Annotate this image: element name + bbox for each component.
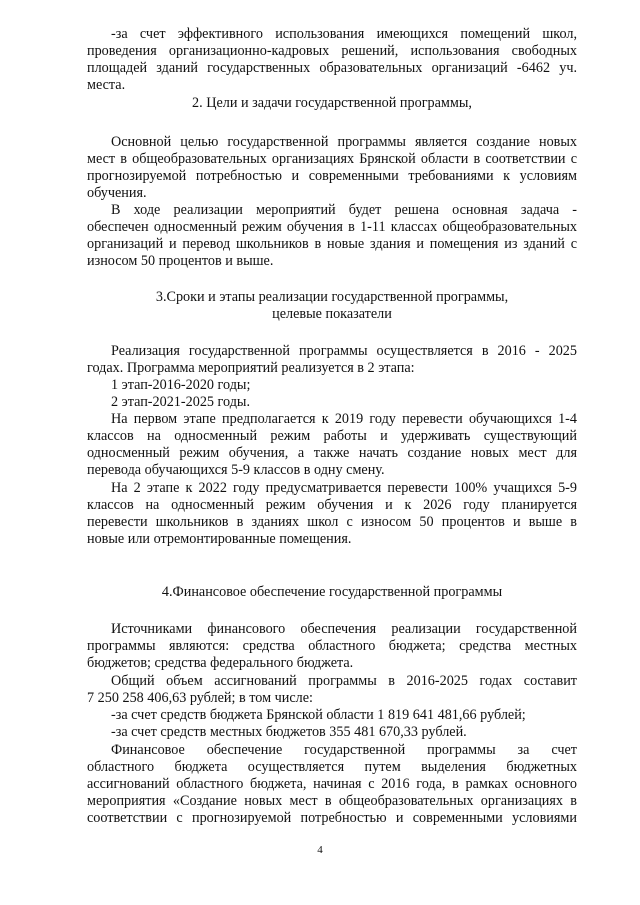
paragraph-line: 7 250 258 406,63 рублей; в том числе: — [87, 690, 313, 706]
paragraph-line: 1 этап-2016-2020 годы; — [111, 377, 251, 393]
paragraph-line: односменный режим обучения, а также начать создание новых мест для — [87, 445, 577, 461]
paragraph-line: обеспечен односменный режим обучения в 1-11 классах общеобразовательных — [87, 219, 577, 235]
paragraph-line: годах. Программа мероприятий реализуется в 2 этапа: — [87, 360, 415, 376]
paragraph-line: места. — [87, 77, 126, 93]
paragraph-line: износом 50 процентов и выше. — [87, 253, 274, 269]
paragraph-line: ассигнований областного бюджета, начиная с 2016 года, в рамках основного — [87, 776, 577, 792]
paragraph-line: прогнозируемой потребностью и современными требованиями к условиям — [87, 168, 577, 184]
section-heading-2: 2. Цели и задачи государственной программы, — [192, 95, 472, 111]
paragraph-line: площадей зданий государственных образовательных организаций -6462 уч. — [87, 60, 577, 76]
paragraph-line: областного бюджета осуществляется путем выделения бюджетных — [87, 759, 577, 775]
paragraph-line: классов на односменный режим обучения и к 2026 году планируется — [87, 497, 577, 513]
section-heading-3: 3.Сроки и этапы реализации государственной программы, — [155, 289, 509, 305]
paragraph-line: бюджетов; средства федерального бюджета. — [87, 655, 354, 671]
paragraph-line: -за счет средств местных бюджетов 355 481 670,33 рублей. — [111, 724, 467, 740]
paragraph-line: новые или отремонтированные помещения. — [87, 531, 352, 547]
paragraph-line: классов на односменный режим работы и удерживать существующий — [87, 428, 577, 444]
paragraph-line: -за счет эффективного использования имеющихся помещений школ, — [111, 26, 577, 42]
paragraph-line: обучения. — [87, 185, 147, 201]
paragraph-line: программы являются: средства областного бюджета; средства местных — [87, 638, 577, 654]
paragraph-line: Финансовое обеспечение государственной программы за счет — [111, 742, 577, 758]
page-number: 4 — [317, 844, 323, 856]
paragraph-line: Общий объем ассигнований программы в 2016-2025 годах составит — [111, 673, 577, 689]
paragraph-line: На 2 этапе к 2022 году предусматривается перевести 100% учащихся 5-9 — [111, 480, 577, 496]
paragraph-line: В ходе реализации мероприятий будет решена основная задача - — [111, 202, 577, 218]
paragraph-line: организаций и перевод школьников в новые здания и помещения из зданий с — [87, 236, 577, 252]
paragraph-line: Основной целью государственной программы является создание новых — [111, 134, 577, 150]
paragraph-line: На первом этапе предполагается к 2019 году перевести обучающихся 1-4 — [111, 411, 577, 427]
paragraph-line: соответствии с прогнозируемой потребностью и современными условиями — [87, 810, 577, 826]
paragraph-line: перевода обучающихся 5-9 классов в одну смену. — [87, 462, 385, 478]
paragraph-line: мероприятия «Создание новых мест в общеобразовательных организациях в — [87, 793, 577, 809]
paragraph-line: мест в общеобразовательных организациях Брянской области в соответствии с — [87, 151, 577, 167]
paragraph-line: 2 этап-2021-2025 годы. — [111, 394, 250, 410]
paragraph-line: Реализация государственной программы осуществляется в 2016 - 2025 — [111, 343, 577, 359]
paragraph-line: перевести школьников в зданиях школ с износом 50 процентов и выше в — [87, 514, 577, 530]
section-heading-3-subtitle: целевые показатели — [272, 306, 392, 322]
paragraph-line: Источниками финансового обеспечения реализации государственной — [111, 621, 577, 637]
section-heading-4: 4.Финансовое обеспечение государственной программы — [161, 584, 503, 600]
paragraph-line: -за счет средств бюджета Брянской области 1 819 641 481,66 рублей; — [111, 707, 526, 723]
paragraph-line: проведения организационно-кадровых решений, использования свободных — [87, 43, 577, 59]
